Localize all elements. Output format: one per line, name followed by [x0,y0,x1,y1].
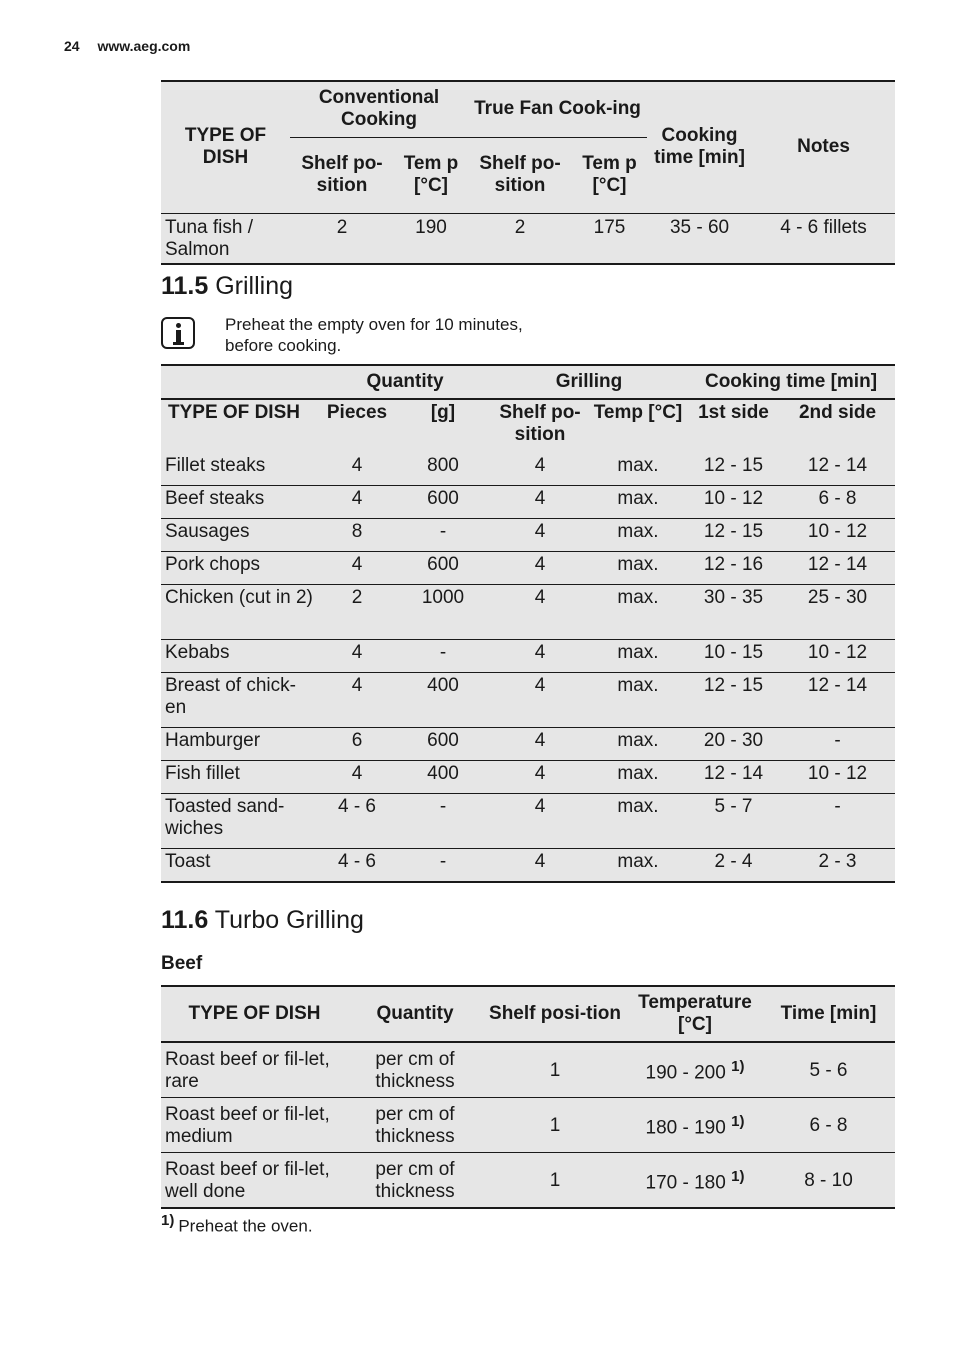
col-group-quantity: Quantity [319,365,491,399]
cell: 190 - 200 $^{1)}$ [628,1042,762,1098]
header-blank [161,365,319,399]
info-icon [161,317,195,349]
table-row [161,728,895,761]
cell: 8 [319,519,395,552]
cell: max. [589,585,687,640]
info-text: Preheat the empty oven for 10 minutes, before cooking. [225,315,523,355]
cell: 4 [491,673,589,728]
cell: 8 - 10 [762,1153,895,1209]
cell: 6 - 8 [780,486,895,519]
cell: - [395,849,491,883]
col-header-shelf: Shelf posi-tion [482,986,628,1042]
cell: max. [589,673,687,728]
cell: 10 - 12 [687,486,780,519]
footnote-ref: 1) [731,1058,745,1076]
table-row [161,213,895,264]
cell: 30 - 35 [687,585,780,640]
cell: 800 [395,453,491,486]
col-header-true-fan: True Fan Cook-ing [468,81,647,137]
cell: 4 [319,761,395,794]
cell-dish: Roast beef or fil-let, rare [161,1042,348,1098]
cell-dish: Sausages [161,519,319,552]
cell: max. [589,728,687,761]
table-row [161,761,895,794]
cell-dish: Chicken (cut in 2) [161,585,319,640]
cell: 4 - 6 [319,794,395,849]
cell: - [395,794,491,849]
cell: 12 - 14 [780,453,895,486]
cell-dish: Beef steaks [161,486,319,519]
cell-dish: Pork chops [161,552,319,585]
footnote-mark: 1) [161,1212,175,1229]
cell: 4 [491,640,589,673]
fish-cooking-table [161,80,895,265]
cell: 180 - 190 $^{1)}$ [628,1098,762,1153]
cell: 4 [319,640,395,673]
cell: per cm of thickness [348,1153,482,1209]
cell: 35 - 60 [647,213,752,264]
turbo-grilling-beef-table [161,985,895,1209]
cell-dish: Roast beef or fil-let, medium [161,1098,348,1153]
table-row [161,486,895,519]
cell: 12 - 15 [687,519,780,552]
col-header-shelf: Shelf po-sition [290,137,394,213]
cell: 12 - 14 [780,673,895,728]
table-row [161,1153,895,1209]
cell: 4 [491,728,589,761]
website-url: www.aeg.com [97,38,191,54]
cell: 4 [491,486,589,519]
cell: - [780,728,895,761]
table-row [161,1042,895,1098]
cell: 12 - 16 [687,552,780,585]
cell: 20 - 30 [687,728,780,761]
cell: - [395,640,491,673]
cell: 190 [394,213,468,264]
cell: 4 - 6 [319,849,395,883]
section-heading-turbo-grilling: 11.6 Turbo Grilling [161,906,364,934]
grilling-table [161,364,895,883]
cell: 4 - 6 fillets [752,213,895,264]
cell: - [395,519,491,552]
table-row [161,794,895,849]
col-header-temperature: Temperature [°C] [628,986,762,1042]
footnote-ref: 1) [731,1168,745,1186]
cell: max. [589,640,687,673]
col-header-quantity: Quantity [348,986,482,1042]
cell: max. [589,552,687,585]
info-note [161,314,581,358]
col-header-pieces: Pieces [319,399,395,453]
col-header-conventional: Conventional Cooking [290,81,468,137]
table-row [161,673,895,728]
col-group-cooking-time: Cooking time [min] [687,365,895,399]
cell: 6 - 8 [762,1098,895,1153]
cell: 2 - 4 [687,849,780,883]
cell: 12 - 14 [687,761,780,794]
cell: 10 - 12 [780,761,895,794]
cell: per cm of thickness [348,1098,482,1153]
cell: 4 [491,519,589,552]
cell: - [780,794,895,849]
table-row [161,585,895,640]
cell-dish: Hamburger [161,728,319,761]
col-header-shelf: Shelf po-sition [468,137,572,213]
cell-dish: Fish fillet [161,761,319,794]
cell-dish: Toast [161,849,319,883]
cell: 4 [491,453,589,486]
col-header-type: TYPE OF DISH [161,399,319,453]
table-row [161,453,895,486]
col-group-grilling: Grilling [491,365,687,399]
cell: 4 [319,673,395,728]
cell: 400 [395,673,491,728]
cell: 10 - 12 [780,519,895,552]
subheading-beef: Beef [161,953,203,974]
cell: 1 [482,1098,628,1153]
page-header [64,38,190,54]
footnote-text: Preheat the oven. [178,1216,313,1236]
cell: 4 [491,761,589,794]
cell: 1000 [395,585,491,640]
cell: 400 [395,761,491,794]
cell-dish: Toasted sand-wiches [161,794,319,849]
footnote [161,1212,313,1237]
cell: 5 - 6 [762,1042,895,1098]
cell: 4 [491,849,589,883]
footnote-ref: 1) [731,1113,745,1131]
cell: 10 - 12 [780,640,895,673]
col-header-2nd-side: 2nd side [780,399,895,453]
cell: 600 [395,486,491,519]
cell: 175 [572,213,647,264]
cell: 6 [319,728,395,761]
table-row [161,552,895,585]
cell: 170 - 180 $^{1)}$ [628,1153,762,1209]
cell: 2 [468,213,572,264]
cell: max. [589,486,687,519]
cell: 2 [290,213,394,264]
cell-dish: Breast of chick-en [161,673,319,728]
cell: 12 - 15 [687,453,780,486]
cell: max. [589,519,687,552]
cell: 4 [319,453,395,486]
col-header-temp: Tem p [°C] [572,137,647,213]
cell: 4 [319,552,395,585]
col-header-cooking-time: Cooking time [min] [647,81,752,213]
cell: 25 - 30 [780,585,895,640]
cell: 4 [319,486,395,519]
col-header-shelf: Shelf po-sition [491,399,589,453]
cell: 4 [491,794,589,849]
col-header-grams: [g] [395,399,491,453]
cell: max. [589,453,687,486]
col-header-notes: Notes [752,81,895,213]
col-header-time: Time [min] [762,986,895,1042]
cell: 5 - 7 [687,794,780,849]
table-row [161,849,895,883]
page-number: 24 [64,38,80,54]
col-header-type: TYPE OF DISH [161,81,290,213]
cell-dish: Kebabs [161,640,319,673]
cell: 2 - 3 [780,849,895,883]
cell: 4 [491,552,589,585]
table-row [161,519,895,552]
cell: 1 [482,1042,628,1098]
col-header-type: TYPE OF DISH [161,986,348,1042]
cell-dish: Roast beef or fil-let, well done [161,1153,348,1209]
cell-dish: Tuna fish / Salmon [161,213,290,264]
cell: max. [589,794,687,849]
cell-dish: Fillet steaks [161,453,319,486]
col-header-1st-side: 1st side [687,399,780,453]
cell: 10 - 15 [687,640,780,673]
cell: 12 - 15 [687,673,780,728]
col-header-temp: Temp [°C] [589,399,687,453]
cell: max. [589,761,687,794]
section-heading-grilling: 11.5 Grilling [161,272,294,300]
table-row [161,640,895,673]
cell: 4 [491,585,589,640]
cell: 600 [395,552,491,585]
cell: 2 [319,585,395,640]
cell: 12 - 14 [780,552,895,585]
cell: max. [589,849,687,883]
cell: per cm of thickness [348,1042,482,1098]
cell: 1 [482,1153,628,1209]
table-row [161,1098,895,1153]
cell: 600 [395,728,491,761]
col-header-temp: Tem p [°C] [394,137,468,213]
